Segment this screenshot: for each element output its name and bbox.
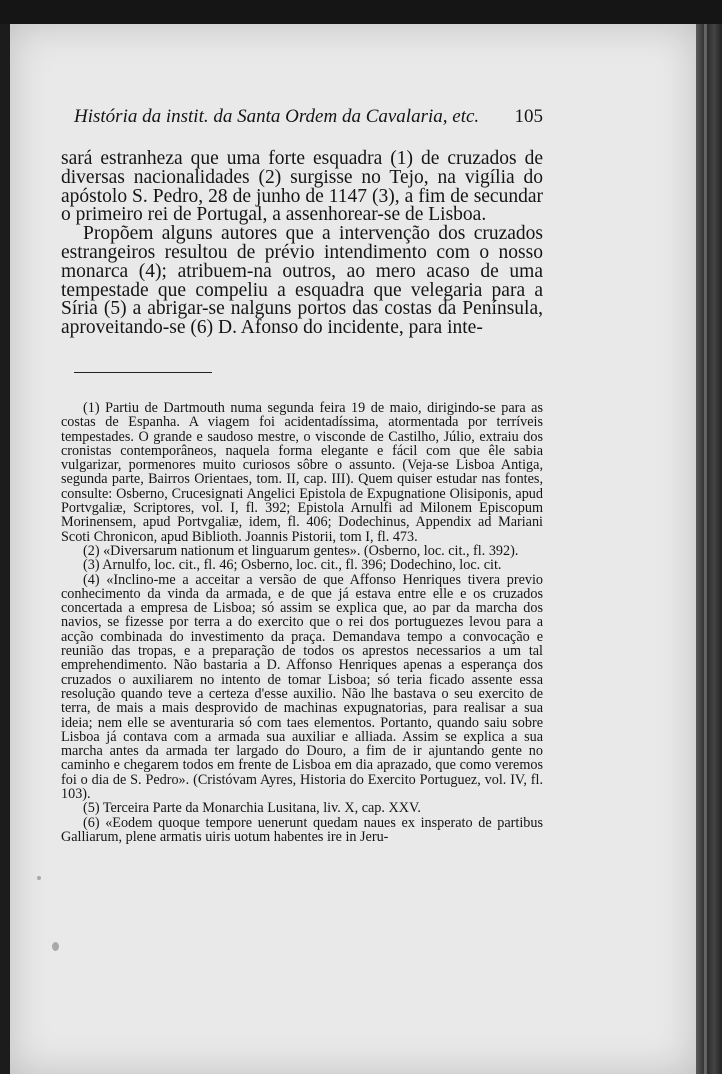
footnote-6: (6) «Eodem quoque tempore uenerunt quedam naues ex insperato de partibus Galliarum, plene armatis uiris uotum habentes ire in Jeru- (61, 814, 543, 845)
running-header (74, 106, 543, 128)
footnote-4: (4) «Inclino-me a acceitar a versão de que Affonso Henriques tivera previo conhecimento da vinda da armada, e de que já estava entre elle e os cruzados concertada a empresa de Lisboa; só assim se explica que, ao par da marcha dos navios, se fizesse por terra a do exercito que o rei dos portuguezes levou para a acção combinada do investimento da praça. Demandava tempo a convocação e reunião das tropas, e a preparação de todos os aprestos necessarios a um tal emprehendimento. Não bastaria a D. Affonso Henriques apenas a esperança dos cruzados o auxiliarem no intento de tomar Lisboa; só teria ficado assente essa resolução quando teve a certeza d'esse auxilio. Não lhe bastava o seu exercito de terra, de mais a mais desprovido de machinas expugnatorias, para realisar a sua ideia; nem elle se aventuraria só com taes elementos. Portanto, quando saiu sobre Lisboa já contava com a armada sua auxiliar e alliada. Assim se explica a sua marcha antes da armada ter largado do Douro, a fim de ir ajuntando gente no caminho e chegarem todos em frente de Lisboa em dia aprazado, que como veremos foi o dia de S. Pedro». (Cristóvam Ayres, Historia do Exercito Portuguez, vol. IV, fl. 103). (61, 571, 543, 803)
running-title: História da instit. da Santa Ordem da Cavalaria, etc. (74, 106, 480, 127)
footnotes (61, 401, 543, 844)
scan-speck (37, 876, 41, 880)
footnote-divider (74, 372, 212, 373)
footnote-1: (1) Partiu de Dartmouth numa segunda feira 19 de maio, dirigindo-se para as costas de Espanha. A viagem foi acidentadíssima, atormentada por terríveis tempestades. O grande e saudoso mestre, o visconde de Castilho, Júlio, extraiu dos cronistas contemporâneos, naquela forma elegante e fácil com que êle sabia vulgarizar, pormenores muito curiosos sôbre o assunto. (Veja-se Lisboa Antiga, segunda parte, Bairros Orientaes, tom. II, cap. III). Quem quiser estudar nas fontes, consulte: Osberno, Crucesignati Angelici Epistola de Expugnatione Olisiponis, apud Portvgaliæ, Scriptores, vol. I, fl. 392; Epistola Arnulfi ad Milonem Episcopum Morinensem, apud Portvgaliæ, idem, fl. 406; Dodechinus, Appendix ad Mariani Scoti Chronicon, apud Biblioth. Joannis Pistorii, tom I, fl. 473. (61, 400, 543, 545)
page-number: 105 (514, 106, 543, 127)
main-text (61, 150, 543, 338)
footnote-2: (2) «Diversarum nationum et linguarum gentes». (Osberno, loc. cit., fl. 392). (83, 542, 519, 559)
book-page (10, 24, 696, 1074)
main-paragraph: Propõem alguns autores que a intervenção dos cruzados estrangeiros resultou de prévio intendimento com o nosso monarca (4); atribuem-na outros, ao mero acaso de uma tempestade que compeliu a esquadra que velegaria para a Síria (5) a abrigar-se nalguns portos das costas da Península, aproveitando-se (6) D. Afonso do incidente, para inte- (61, 223, 543, 339)
footnote-5: (5) Terceira Parte da Monarchia Lusitana, liv. X, cap. XXV. (83, 800, 421, 817)
scan-top-border (0, 0, 722, 24)
spine-highlight (704, 24, 707, 1074)
scan-speck (52, 942, 59, 951)
main-paragraph: sará estranheza que uma forte esquadra (1) de cruzados de diversas nacionalidades (2) surgisse no Tejo, na vigília do apóstolo S. Pedro, 28 de junho de 1147 (3), a fim de secundar o primeiro rei de Portugal, a assenhorear-se de Lisboa. (61, 148, 543, 226)
footnote-3: (3) Arnulfo, loc. cit., fl. 46; Osberno, loc. cit., fl. 396; Dodechino, loc. cit. (83, 557, 502, 574)
book-spine-edge (696, 24, 722, 1074)
